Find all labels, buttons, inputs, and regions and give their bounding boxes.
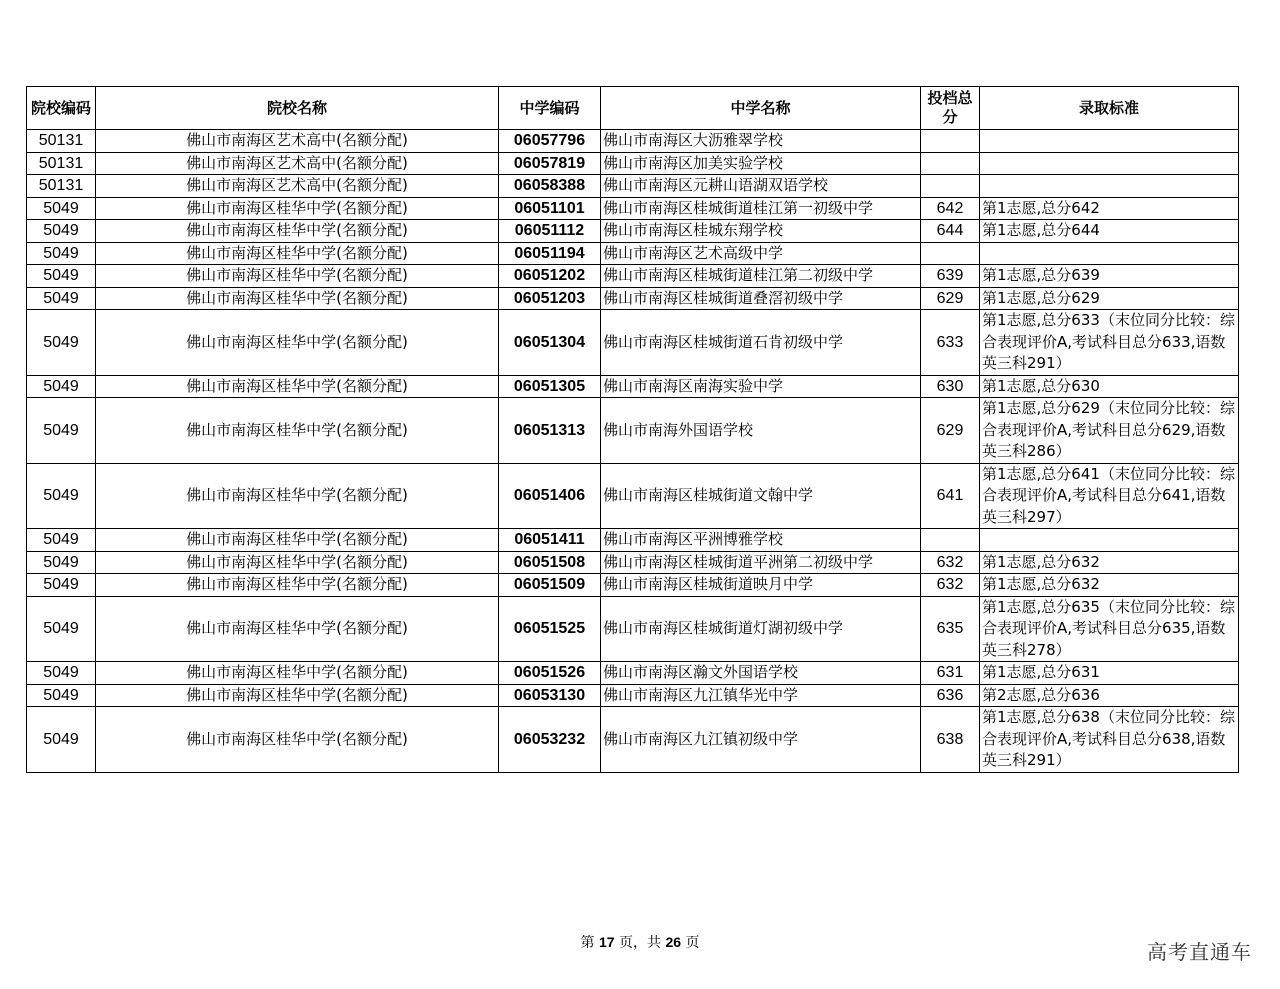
cell-school-name: 佛山市南海区桂华中学(名额分配) [96, 596, 499, 662]
table-row [27, 242, 1239, 265]
cell-admission-standard: 第1志愿,总分639 [980, 265, 1239, 288]
cell-middle-school-code: 06051304 [499, 310, 601, 376]
cell-middle-school-code: 06051202 [499, 265, 601, 288]
cell-middle-school-code: 06057819 [499, 152, 601, 175]
cell-school-name: 佛山市南海区桂华中学(名额分配) [96, 463, 499, 529]
cell-school-code: 50131 [27, 175, 96, 198]
cell-middle-school-code: 06051305 [499, 375, 601, 398]
cell-middle-school-name: 佛山市南海区桂城街道桂江第二初级中学 [601, 265, 921, 288]
watermark: 高考直通车 [1147, 940, 1252, 964]
cell-school-code: 5049 [27, 242, 96, 265]
cell-total-score: 638 [921, 707, 980, 773]
cell-school-name: 佛山市南海区桂华中学(名额分配) [96, 310, 499, 376]
cell-school-name: 佛山市南海区桂华中学(名额分配) [96, 287, 499, 310]
cell-admission-standard: 第2志愿,总分636 [980, 684, 1239, 707]
cell-school-code: 5049 [27, 463, 96, 529]
cell-total-score [921, 152, 980, 175]
cell-school-name: 佛山市南海区桂华中学(名额分配) [96, 398, 499, 464]
footer-total-pages: 26 [665, 934, 682, 950]
cell-middle-school-name: 佛山市南海区桂城街道文翰中学 [601, 463, 921, 529]
cell-school-code: 5049 [27, 551, 96, 574]
table-row [27, 287, 1239, 310]
cell-middle-school-name: 佛山市南海区桂城街道桂江第一初级中学 [601, 197, 921, 220]
cell-middle-school-code: 06051313 [499, 398, 601, 464]
cell-middle-school-code: 06051194 [499, 242, 601, 265]
cell-total-score: 629 [921, 287, 980, 310]
cell-school-name: 佛山市南海区艺术高中(名额分配) [96, 130, 499, 153]
cell-school-name: 佛山市南海区桂华中学(名额分配) [96, 684, 499, 707]
cell-total-score: 635 [921, 596, 980, 662]
table-row [27, 463, 1239, 529]
cell-middle-school-code: 06051411 [499, 529, 601, 552]
cell-total-score: 642 [921, 197, 980, 220]
admission-table [26, 86, 1239, 773]
cell-admission-standard [980, 529, 1239, 552]
cell-total-score: 630 [921, 375, 980, 398]
cell-middle-school-name: 佛山市南海区九江镇华光中学 [601, 684, 921, 707]
cell-school-name: 佛山市南海区桂华中学(名额分配) [96, 574, 499, 597]
cell-middle-school-code: 06053130 [499, 684, 601, 707]
cell-school-code: 5049 [27, 574, 96, 597]
cell-middle-school-code: 06051509 [499, 574, 601, 597]
cell-middle-school-code: 06051525 [499, 596, 601, 662]
cell-school-code: 5049 [27, 684, 96, 707]
cell-school-name: 佛山市南海区桂华中学(名额分配) [96, 662, 499, 685]
cell-school-code: 50131 [27, 152, 96, 175]
cell-total-score [921, 529, 980, 552]
cell-total-score: 633 [921, 310, 980, 376]
cell-admission-standard [980, 242, 1239, 265]
cell-school-name: 佛山市南海区桂华中学(名额分配) [96, 529, 499, 552]
table-row [27, 551, 1239, 574]
cell-middle-school-name: 佛山市南海区桂城东翔学校 [601, 220, 921, 243]
cell-admission-standard: 第1志愿,总分629（末位同分比较：综合表现评价A,考试科目总分629,语数英三科286） [980, 398, 1239, 464]
cell-school-name: 佛山市南海区桂华中学(名额分配) [96, 375, 499, 398]
cell-middle-school-name: 佛山市南海区瀚文外国语学校 [601, 662, 921, 685]
cell-total-score [921, 242, 980, 265]
cell-total-score [921, 175, 980, 198]
cell-school-code: 5049 [27, 707, 96, 773]
cell-school-code: 5049 [27, 197, 96, 220]
cell-school-name: 佛山市南海区桂华中学(名额分配) [96, 707, 499, 773]
table-row [27, 574, 1239, 597]
header-total-score: 投档总分 [921, 87, 980, 130]
cell-school-name: 佛山市南海区艺术高中(名额分配) [96, 152, 499, 175]
header-school-name: 院校名称 [96, 87, 499, 130]
cell-school-code: 5049 [27, 398, 96, 464]
cell-school-code: 5049 [27, 310, 96, 376]
cell-middle-school-name: 佛山市南海区九江镇初级中学 [601, 707, 921, 773]
table-row [27, 220, 1239, 243]
cell-middle-school-name: 佛山市南海区艺术高级中学 [601, 242, 921, 265]
cell-middle-school-name: 佛山市南海区大沥雅翠学校 [601, 130, 921, 153]
cell-middle-school-code: 06051112 [499, 220, 601, 243]
table-row [27, 707, 1239, 773]
cell-middle-school-name: 佛山市南海区平洲博雅学校 [601, 529, 921, 552]
cell-total-score: 632 [921, 574, 980, 597]
cell-admission-standard: 第1志愿,总分644 [980, 220, 1239, 243]
cell-total-score [921, 130, 980, 153]
table-row [27, 175, 1239, 198]
table-row [27, 310, 1239, 376]
cell-total-score: 644 [921, 220, 980, 243]
cell-admission-standard: 第1志愿,总分642 [980, 197, 1239, 220]
cell-school-code: 5049 [27, 375, 96, 398]
header-admission-standard: 录取标准 [980, 87, 1239, 130]
cell-middle-school-name: 佛山市南海区加美实验学校 [601, 152, 921, 175]
cell-school-name: 佛山市南海区桂华中学(名额分配) [96, 265, 499, 288]
cell-middle-school-code: 06057796 [499, 130, 601, 153]
cell-school-code: 5049 [27, 287, 96, 310]
cell-school-code: 5049 [27, 265, 96, 288]
cell-admission-standard [980, 175, 1239, 198]
table-row [27, 197, 1239, 220]
cell-school-name: 佛山市南海区艺术高中(名额分配) [96, 175, 499, 198]
cell-total-score: 632 [921, 551, 980, 574]
cell-middle-school-code: 06053232 [499, 707, 601, 773]
table-row [27, 152, 1239, 175]
cell-admission-standard: 第1志愿,总分633（末位同分比较：综合表现评价A,考试科目总分633,语数英三科291） [980, 310, 1239, 376]
cell-total-score: 639 [921, 265, 980, 288]
footer-page-number: 17 [598, 934, 615, 950]
cell-total-score: 629 [921, 398, 980, 464]
cell-middle-school-name: 佛山市南海区桂城街道灯湖初级中学 [601, 596, 921, 662]
cell-school-code: 5049 [27, 596, 96, 662]
cell-middle-school-code: 06051101 [499, 197, 601, 220]
cell-school-code: 5049 [27, 529, 96, 552]
footer-prefix: 第 [580, 935, 595, 951]
cell-school-code: 5049 [27, 220, 96, 243]
cell-middle-school-name: 佛山市南海区桂城街道平洲第二初级中学 [601, 551, 921, 574]
header-middle-school-name: 中学名称 [601, 87, 921, 130]
cell-school-code: 50131 [27, 130, 96, 153]
table-row [27, 596, 1239, 662]
cell-total-score: 636 [921, 684, 980, 707]
cell-admission-standard [980, 152, 1239, 175]
cell-school-name: 佛山市南海区桂华中学(名额分配) [96, 242, 499, 265]
table-row [27, 684, 1239, 707]
page-footer [0, 932, 1280, 952]
cell-admission-standard: 第1志愿,总分631 [980, 662, 1239, 685]
cell-admission-standard: 第1志愿,总分632 [980, 551, 1239, 574]
header-school-code: 院校编码 [27, 87, 96, 130]
footer-suffix: 页 [685, 935, 700, 951]
table-row [27, 398, 1239, 464]
cell-school-code: 5049 [27, 662, 96, 685]
cell-middle-school-code: 06051406 [499, 463, 601, 529]
cell-total-score: 641 [921, 463, 980, 529]
table-row [27, 130, 1239, 153]
cell-admission-standard: 第1志愿,总分632 [980, 574, 1239, 597]
header-row [27, 87, 1239, 130]
cell-admission-standard: 第1志愿,总分635（末位同分比较：综合表现评价A,考试科目总分635,语数英三科278） [980, 596, 1239, 662]
cell-middle-school-code: 06051203 [499, 287, 601, 310]
cell-admission-standard: 第1志愿,总分641（末位同分比较：综合表现评价A,考试科目总分641,语数英三科297） [980, 463, 1239, 529]
cell-middle-school-name: 佛山市南海区桂城街道石肯初级中学 [601, 310, 921, 376]
cell-middle-school-name: 佛山市南海区元耕山语湖双语学校 [601, 175, 921, 198]
cell-middle-school-name: 佛山市南海区桂城街道叠滘初级中学 [601, 287, 921, 310]
header-middle-school-code: 中学编码 [499, 87, 601, 130]
cell-middle-school-code: 06058388 [499, 175, 601, 198]
table-row [27, 662, 1239, 685]
footer-middle: 页，共 [619, 935, 661, 951]
cell-middle-school-code: 06051526 [499, 662, 601, 685]
cell-admission-standard: 第1志愿,总分638（末位同分比较：综合表现评价A,考试科目总分638,语数英三科291） [980, 707, 1239, 773]
cell-middle-school-name: 佛山市南海区桂城街道映月中学 [601, 574, 921, 597]
cell-middle-school-name: 佛山市南海区南海实验中学 [601, 375, 921, 398]
cell-total-score: 631 [921, 662, 980, 685]
cell-school-name: 佛山市南海区桂华中学(名额分配) [96, 551, 499, 574]
table-row [27, 375, 1239, 398]
cell-admission-standard [980, 130, 1239, 153]
cell-admission-standard: 第1志愿,总分630 [980, 375, 1239, 398]
table-row [27, 265, 1239, 288]
cell-middle-school-code: 06051508 [499, 551, 601, 574]
cell-middle-school-name: 佛山市南海外国语学校 [601, 398, 921, 464]
table-row [27, 529, 1239, 552]
cell-school-name: 佛山市南海区桂华中学(名额分配) [96, 220, 499, 243]
cell-admission-standard: 第1志愿,总分629 [980, 287, 1239, 310]
cell-school-name: 佛山市南海区桂华中学(名额分配) [96, 197, 499, 220]
